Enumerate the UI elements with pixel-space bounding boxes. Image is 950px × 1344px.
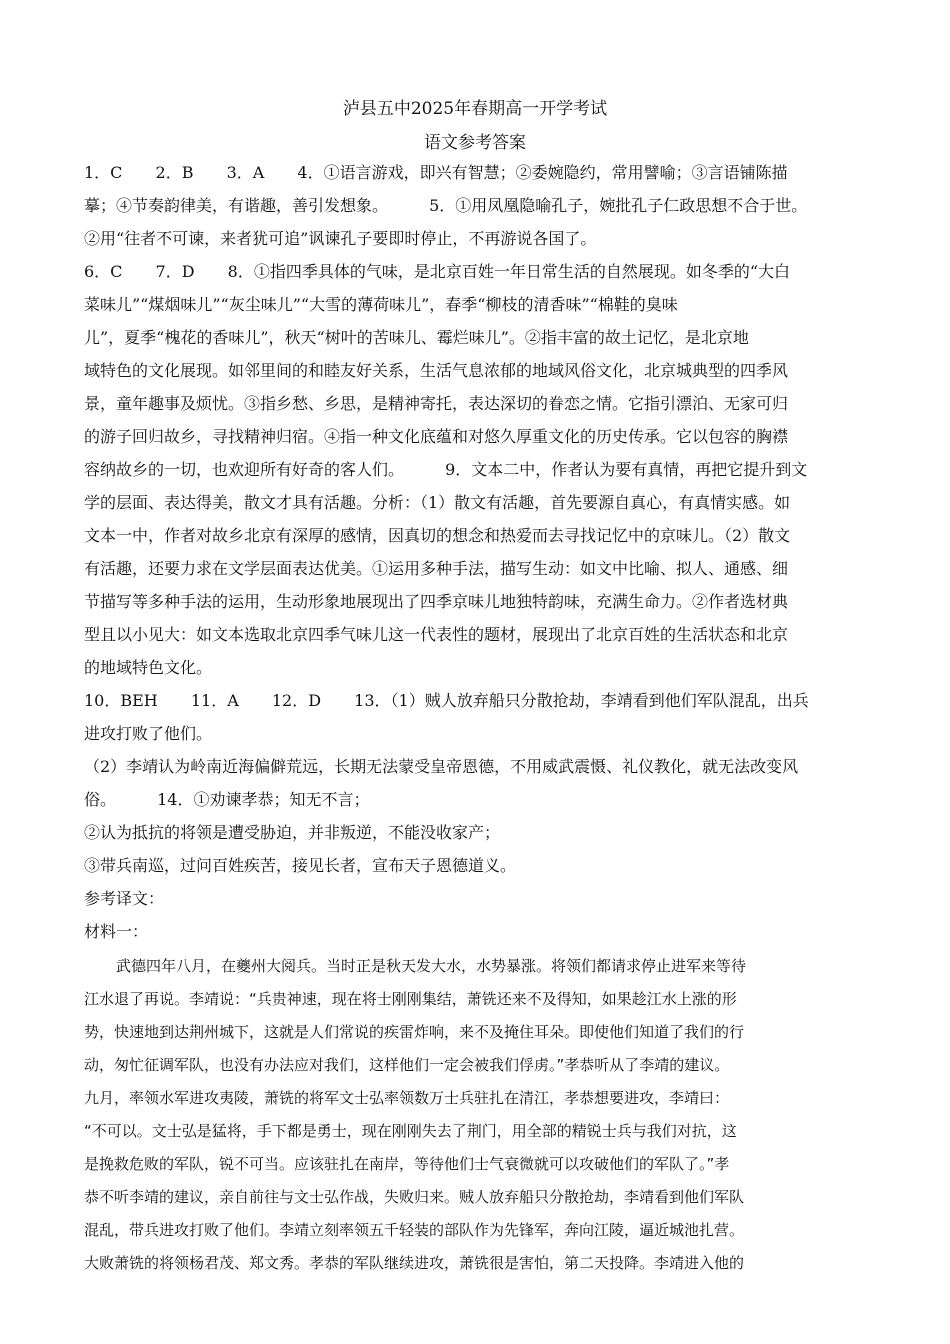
answer-line-22: ③带兵南巡，过问百姓疾苦，接见长者，宣布天子恩德道义。 (84, 856, 517, 875)
translation-line-9: 混乱，带兵进攻打败了他们。李靖立刻率领五千轻装的部队作为先锋军，奔向江陵，逼近城池扎营。 (84, 1221, 745, 1239)
answer-3: 3．A (226, 163, 265, 182)
answer-14-start: 14．①劝谏孝恭；知无不言； (157, 790, 370, 809)
answer-12: 12．D (271, 691, 322, 710)
answer-4-start: 4．①语言游戏，即兴有智慧；②委婉隐约，常用譬喻；③言语铺陈描 (297, 163, 788, 182)
translation-line-5: 九月，率领水军进攻夷陵，萧铣的将军文士弘率领数万士兵驻扎在清江，孝恭想要进攻，李靖曰： (84, 1089, 730, 1107)
translation-line-4: 动，匆忙征调军队，也没有办法应对我们，这样他们一定会被我们俘虏。”孝恭听从了李靖的建议。 (84, 1056, 730, 1074)
answer-line-9: 的游子回归故乡，寻找精神归宿。④指一种文化底蕴和对悠久厚重文化的历史传承。它以包容的胸襟 (84, 427, 789, 446)
page-title: 泸县五中2025年春期高一开学考试 (342, 99, 608, 119)
translation-line-2: 江水退了再说。李靖说：“兵贵神速，现在将士刚刚集结，萧铣还来不及得知，如果趁江水上涨的形 (84, 990, 737, 1008)
answer-line-7: 域特色的文化展现。如邻里间的和睦友好关系，生活气息浓郁的地域风俗文化，北京城典型的四季风 (84, 361, 789, 380)
answer-line-6: 儿”，夏季“槐花的香味儿”，秋天“树叶的苦味儿、霉烂味儿”。②指丰富的故土记忆，是北京地 (84, 328, 749, 347)
translation-line-1: 武德四年八月，在夔州大阅兵。当时正是秋天发大水，水势暴涨。将领们都请求停止进军来等待 (116, 957, 747, 975)
answer-11: 11．A (190, 691, 239, 710)
answer-8-end: 容纳故乡的一切，也欢迎所有好奇的客人们。 (84, 460, 405, 479)
reference-translation-label: 参考译文： (84, 889, 165, 908)
answer-9-start: 9．文本二中，作者认为要有真情，再把它提升到文 (445, 460, 808, 479)
answer-line-21: ②认为抵抗的将领是遭受胁迫，并非叛逆，不能没收家产； (84, 823, 501, 842)
answer-line-4 (84, 261, 874, 283)
translation-line-6: “不可以。文士弘是猛将，手下都是勇士，现在刚刚失去了荆门，用全部的精锐士兵与我们对抗，这 (84, 1122, 737, 1140)
answer-line-16: 的地域特色文化。 (84, 658, 213, 677)
answer-7: 7．D (155, 262, 195, 281)
answer-line-1 (84, 162, 874, 184)
answer-2: 2．B (155, 163, 194, 182)
translation-line-10: 大败萧铣的将领杨君茂、郑文秀。孝恭的军队继续进攻，萧铣很是害怕，第二天投降。李靖进入他的 (84, 1254, 745, 1272)
answer-5-start: 5．①用凤凰隐喻孔子，婉批孔子仁政思想不合于世。 (429, 196, 808, 215)
answer-line-14: 节描写等多种手法的运用，生动形象地展现出了四季京味儿地独特韵味，充满生命力。②作者选材典 (84, 592, 789, 611)
answer-8-start: 8．①指四季具体的气味，是北京百姓一年日常生活的自然展现。如冬季的“大白 (227, 262, 791, 281)
answer-13-end: 俗。 (84, 790, 117, 809)
answer-13-start: 13．（1）贼人放弃船只分散抢劫，李靖看到他们军队混乱，出兵 (354, 691, 809, 710)
translation-line-8: 恭不听李靖的建议，亲自前往与文士弘作战，失败归来。贼人放弃船只分散抢劫，李靖看到他们军队 (84, 1188, 745, 1206)
answer-line-19: （2）李靖认为岭南近海偏僻荒远，长期无法蒙受皇帝恩德，不用威武震慑、礼仪教化，就无法改变风 (84, 757, 799, 776)
material-one-label: 材料一： (84, 922, 149, 941)
answer-line-2 (84, 195, 874, 217)
answer-line-8: 景，童年趣事及烦忧。③指乡愁、乡思，是精神寄托，表达深切的眷恋之情。它指引漂泊、无家可归 (84, 394, 789, 413)
translation-line-3: 势，快速地到达荆州城下，这就是人们常说的疾雷炸响，来不及掩住耳朵。即使他们知道了我们的行 (84, 1023, 745, 1041)
answer-line-20 (84, 789, 874, 811)
answer-10: 10．BEH (84, 691, 158, 710)
answer-line-18: 进攻打败了他们。 (84, 724, 213, 743)
answer-line-13: 有活趣，还要力求在文学层面表达优美。①运用多种手法，描写生动：如文中比喻、拟人、通感、细 (84, 559, 789, 578)
answer-line-12: 文本一中，作者对故乡北京有深厚的感情，因真切的想念和热爱而去寻找记忆中的京味儿。（2）散文 (84, 526, 791, 545)
answer-4-end: 摹；④节奏韵律美，有谐趣，善引发想象。 (84, 196, 389, 215)
answer-6: 6．C (84, 262, 123, 281)
answer-line-17 (84, 690, 874, 712)
answer-1: 1．C (84, 163, 123, 182)
answer-line-11: 学的层面、表达得美，散文才具有活趣。分析：（1）散文有活趣，首先要源自真心，有真情实感。如 (84, 493, 791, 512)
answer-line-3: ②用“往者不可谏，来者犹可追”讽谏孔子要即时停止，不再游说各国了。 (84, 229, 597, 248)
page-subtitle: 语文参考答案 (424, 133, 526, 153)
answer-line-10 (84, 459, 874, 481)
answer-line-5: 菜味儿”“煤烟味儿”“灰尘味儿”“大雪的薄荷味儿”，春季“柳枝的清香味”“棉鞋的臭味 (84, 295, 678, 314)
answer-line-15: 型且以小见大：如文本选取北京四季气味儿这一代表性的题材，展现出了北京百姓的生活状态和北京 (84, 625, 789, 644)
translation-line-7: 是挽救危败的军队，锐不可当。应该驻扎在南岸，等待他们士气衰微就可以攻破他们的军队了。”孝 (84, 1155, 730, 1173)
